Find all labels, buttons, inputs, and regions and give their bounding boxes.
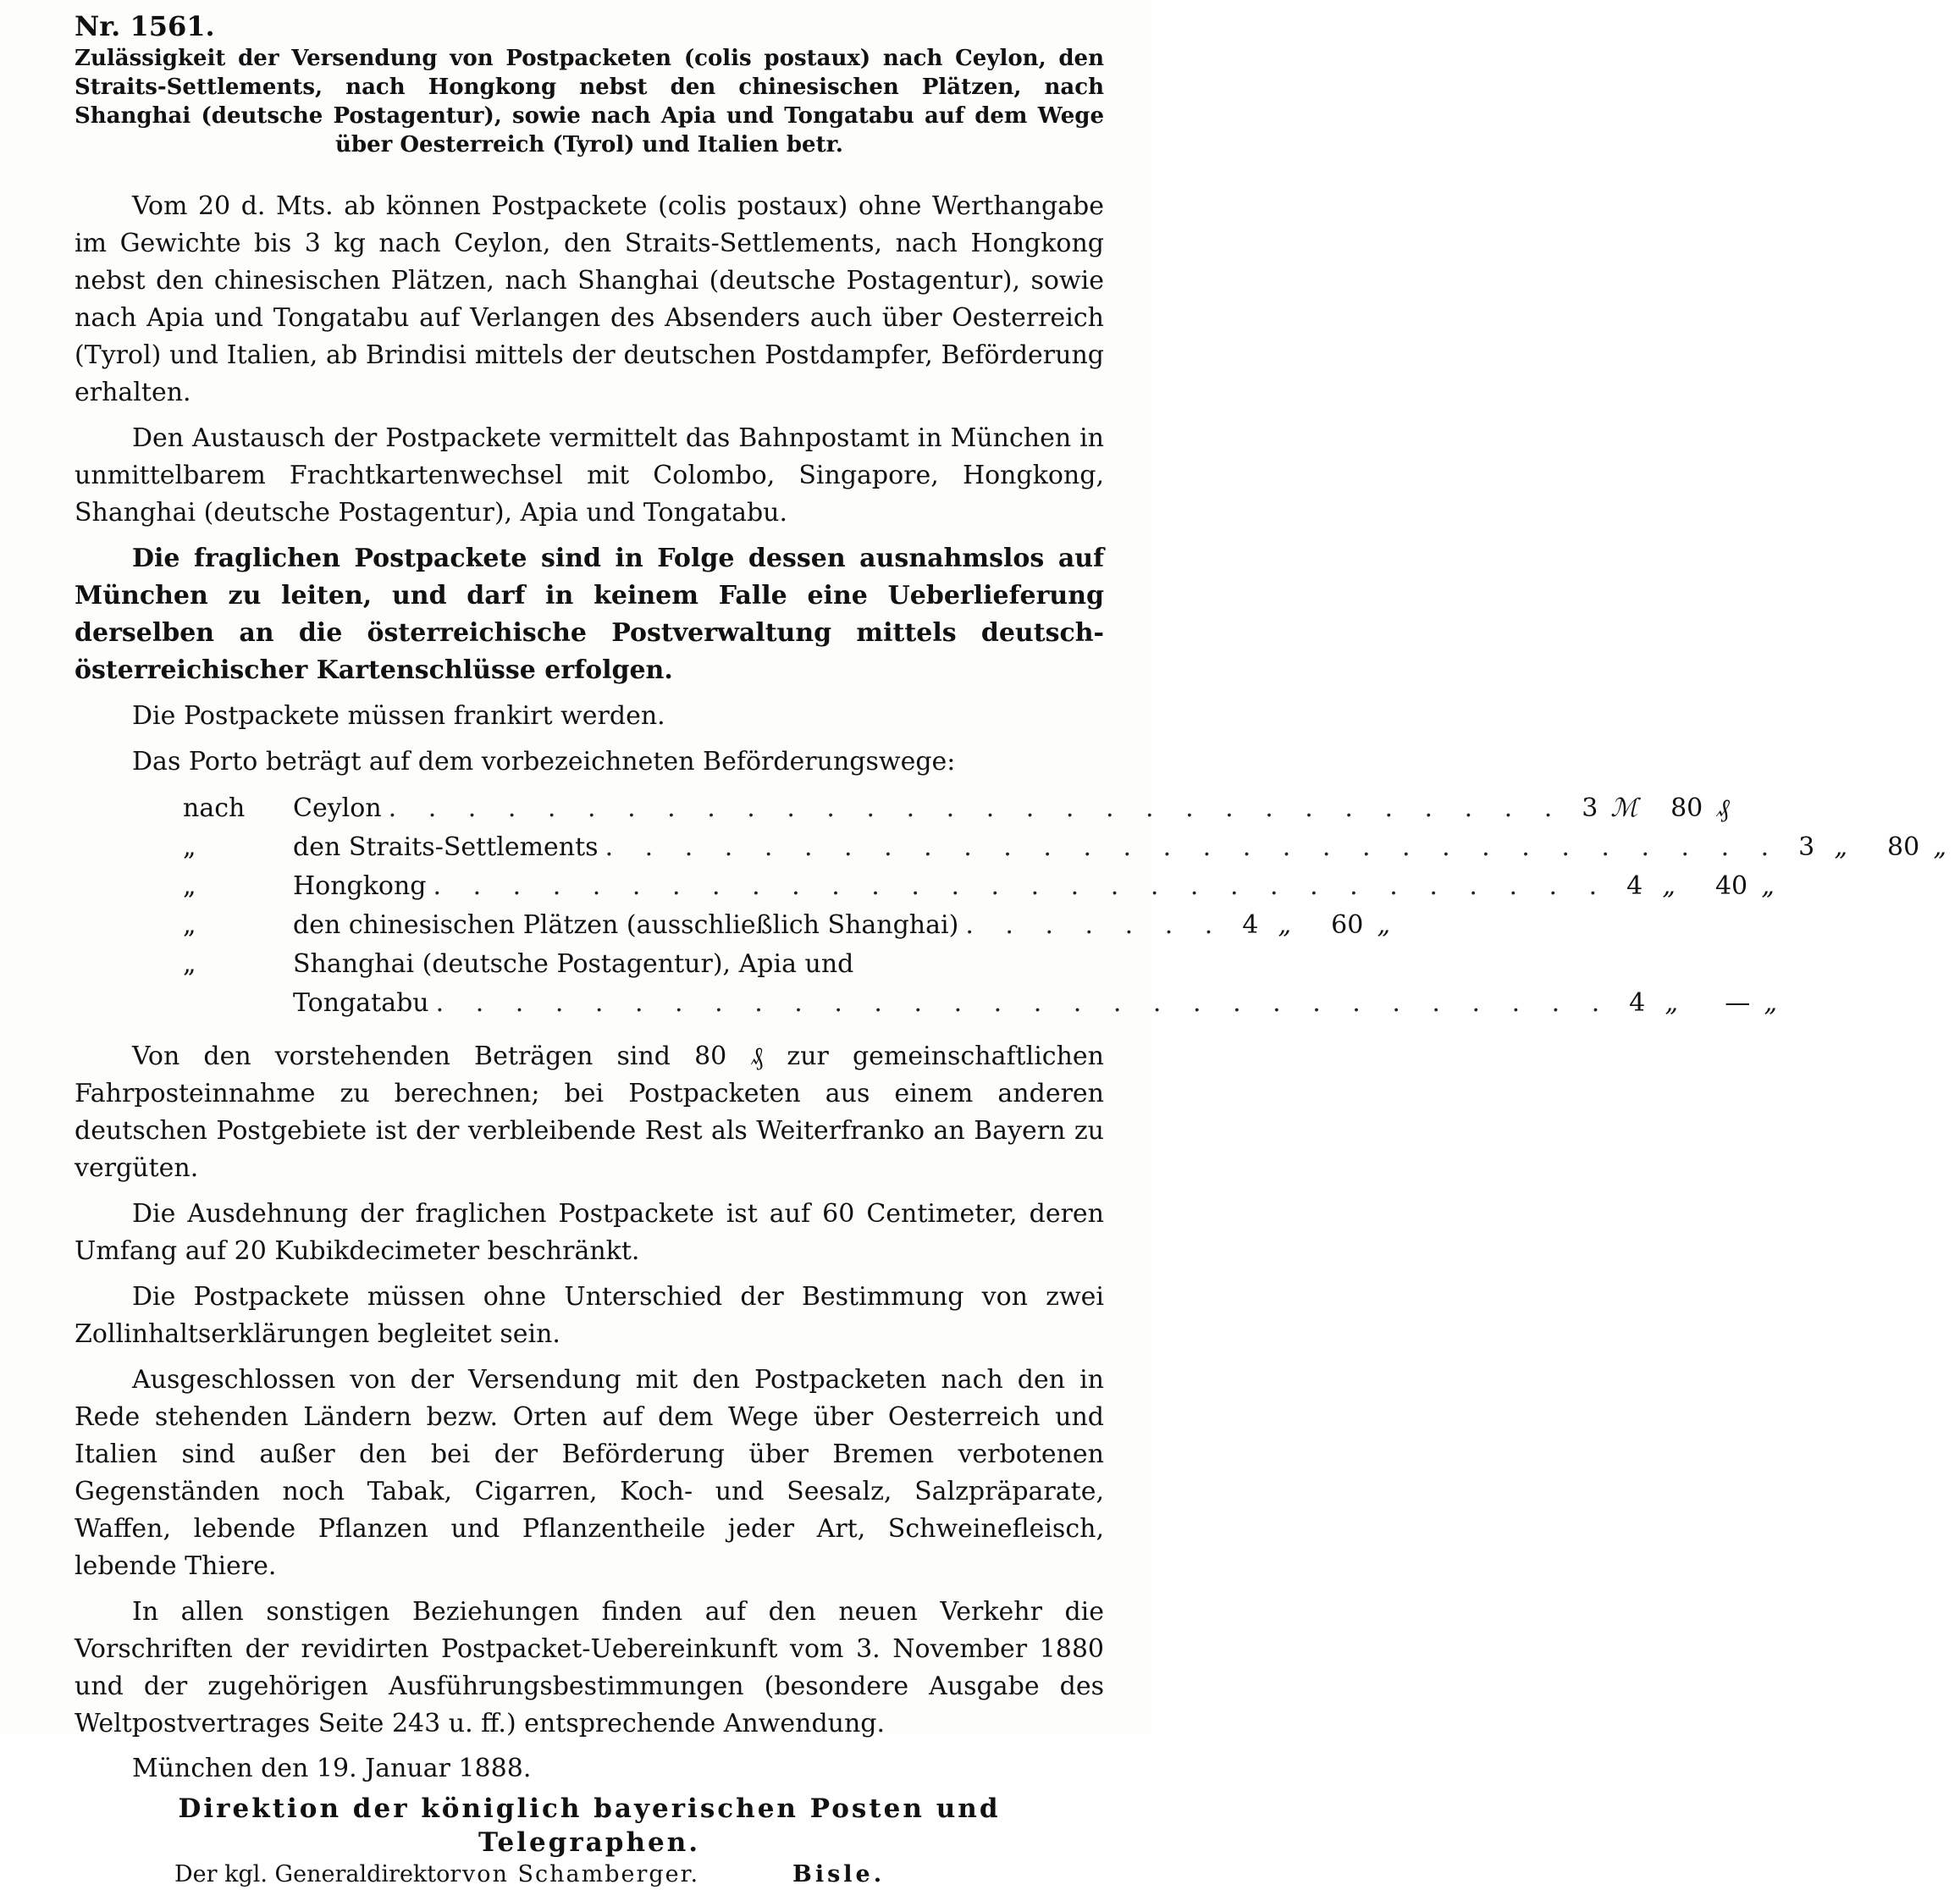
paragraph: Ausgeschlossen von der Versendung mit den Postpacketen nach den in Rede stehenden Ländern bezw. Orten auf dem Wege über Oesterreich und Italien sind außer den bei der Beförderung über Bremen verbotenen Gegenständen noch Tabak, Cigarren, Koch- und Seesalz, Salzpräparate, Waffen, lebende Pflanzen und Pflanzentheile jeder Art, Schweinefleisch, lebende Thiere. — [75, 1365, 1104, 1581]
row-pfennig: 40 — [1714, 871, 1748, 901]
row-pfennig-unit: „ — [1764, 988, 1778, 1018]
row-prefix: „ — [183, 871, 196, 901]
porto-row — [75, 906, 1391, 945]
document-date: München den 19. Januar 1888. — [132, 1754, 532, 1783]
paragraph: Das Porto beträgt auf dem vorbezeichneten Beförderungswege: — [132, 747, 956, 776]
row-destination: den Straits-Settlements — [293, 832, 605, 862]
row-destination: Ceylon — [293, 793, 389, 823]
row-destination: Hongkong — [293, 871, 433, 901]
row-prefix: „ — [183, 910, 196, 940]
paragraph: In allen sonstigen Beziehungen finden auf den neuen Verkehr die Vorschriften der revidirten Postpacket-Uebereinkunft vom 3. November 1880 und der zugehörigen Ausführungsbestimmungen (besondere Ausgabe des Weltpostvertrages Seite 243 u. ff.) entsprechende Anwendung. — [75, 1597, 1104, 1738]
row-destination: Tongatabu — [293, 988, 436, 1018]
issuing-authority: Direktion der königlich bayerischen Posten und Telegraphen. — [178, 1793, 1001, 1858]
leader-dots: . . . . . . . . . . . . . . . . . . . . . . . . . . . . . . — [605, 832, 1781, 862]
paragraph: Die Postpackete müssen frankirt werden. — [132, 701, 665, 731]
row-pfennig-unit: „ — [1761, 871, 1775, 901]
paragraph: Die fraglichen Postpackete sind in Folge dessen ausnahmslos auf München zu leiten, und darf in keinem Falle eine Ueberlieferung derselben an die österreichische Postverwaltung mittels deutsch-österreichischer Kartenschlüsse erfolgen. — [75, 544, 1104, 685]
row-prefix: nach — [183, 793, 246, 823]
paragraph: Die Postpackete müssen ohne Unterschied der Bestimmung von zwei Zollinhaltserklärungen begleitet sein. — [75, 1282, 1104, 1349]
row-mark-unit: „ — [1278, 910, 1292, 940]
row-pfennig: 60 — [1331, 910, 1364, 940]
document-heading: Zulässigkeit der Versendung von Postpacketen (colis postaux) nach Ceylon, den Straits-Settlements, nach Hongkong nebst den chinesischen Plätzen, nach Shanghai (deutsche Postagentur), sowie nach Apia und Tongatabu auf dem Wege über Oesterreich (Tyrol) und Italien betr. — [75, 46, 1104, 158]
row-mark-unit: ℳ — [1610, 793, 1638, 823]
porto-row — [75, 789, 1730, 828]
porto-table — [75, 789, 1946, 1023]
leader-dots: . . . . . . . — [965, 910, 1225, 940]
countersignatory-name: Bisle. — [792, 1861, 886, 1887]
row-destination: Shanghai (deutsche Postagentur), Apia und — [293, 949, 860, 979]
paragraph: Vom 20 d. Mts. ab können Postpackete (colis postaux) ohne Werthangabe im Gewichte bis 3 kg nach Ceylon, den Straits-Settlements, nach Hongkong nebst den chinesischen Plätzen, nach Shanghai (deutsche Postagentur), sowie nach Apia und Tongatabu auf Verlangen des Absenders auch über Oesterreich (Tyrol) und Italien, ab Brindisi mittels der deutschen Postdampfer, Beförderung erhalten. — [75, 191, 1104, 407]
paragraph: Den Austausch der Postpackete vermittelt das Bahnpostamt in München in unmittelbarem Frachtkartenwechsel mit Colombo, Singapore, Hongkong, Shanghai (deutsche Postagentur), Apia und Tongatabu. — [75, 423, 1104, 528]
row-pfennig: 80 — [1887, 832, 1920, 862]
row-pfennig: 80 — [1670, 793, 1703, 823]
row-mark: 3 — [1798, 832, 1815, 862]
row-destination: den chinesischen Plätzen (ausschließlich Shanghai) — [293, 910, 965, 940]
row-mark: 4 — [1242, 910, 1259, 940]
paragraph: Von den vorstehenden Beträgen sind 80 ₰ zur gemeinschaftlichen Fahrposteinnahme zu berechnen; bei Postpacketen aus einem anderen deutschen Postgebiete ist der verbleibende Rest als Weiterfranko an Bayern zu vergüten. — [75, 1042, 1104, 1183]
porto-row — [75, 828, 1946, 867]
leader-dots: . . . . . . . . . . . . . . . . . . . . . . . . . . . . . . — [388, 793, 1565, 823]
signatory-title: Der kgl. Generaldirektor — [174, 1861, 461, 1887]
document-number: Nr. 1561. — [75, 10, 215, 42]
signatory-name: von Schamberger. — [462, 1861, 700, 1887]
row-mark-unit: „ — [1665, 988, 1679, 1018]
row-mark-unit: „ — [1834, 832, 1847, 862]
row-pfennig-unit: „ — [1933, 832, 1946, 862]
leader-dots: . . . . . . . . . . . . . . . . . . . . . . . . . . . . . . — [433, 871, 1609, 901]
row-prefix: „ — [183, 949, 196, 979]
row-pfennig: — — [1725, 988, 1751, 1018]
row-prefix: „ — [183, 832, 196, 862]
leader-dots: . . . . . . . . . . . . . . . . . . . . . . . . . . . . . . — [435, 988, 1612, 1018]
row-pfennig-unit: ₰ — [1716, 793, 1730, 823]
porto-row — [75, 945, 1104, 984]
paragraph: Die Ausdehnung der fraglichen Postpackete ist auf 60 Centimeter, deren Umfang auf 20 Kubikdecimeter beschränkt. — [75, 1199, 1104, 1266]
row-mark: 4 — [1629, 988, 1646, 1018]
row-mark: 4 — [1626, 871, 1643, 901]
row-pfennig-unit: „ — [1377, 910, 1391, 940]
porto-row — [75, 984, 1778, 1023]
porto-row — [75, 867, 1775, 906]
signature-line — [75, 1860, 1104, 1890]
row-mark: 3 — [1582, 793, 1598, 823]
row-mark-unit: „ — [1662, 871, 1676, 901]
